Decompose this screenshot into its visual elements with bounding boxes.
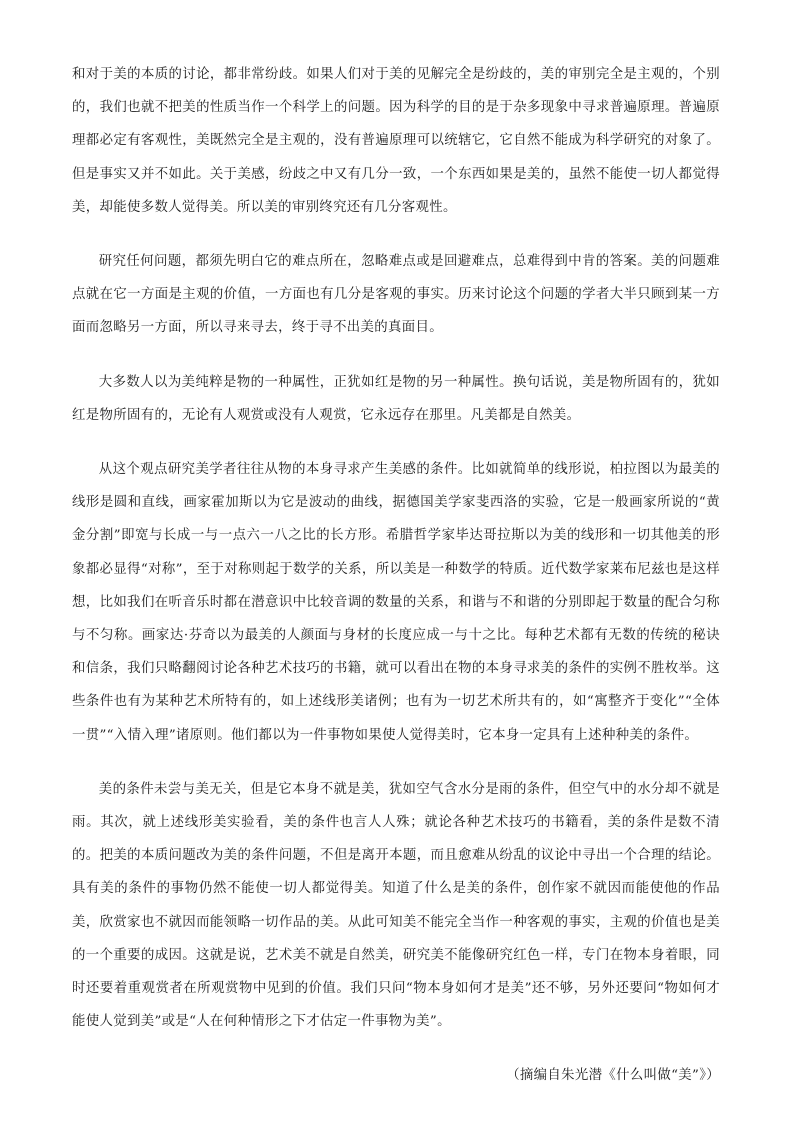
paragraph-1: 和对于美的本质的讨论，都非常纷歧。如果人们对于美的见解完全是纷歧的，美的审别完全是主观的，个别的，我们也就不把美的性质当作一个科学上的问题。因为科学的目的是于杂多现象中寻求普遍原理。普遍原理都必定有客观性，美既然完全是主观的，没有普遍原理可以统辖它，它自然不能成为科学研究的对象了。但是事实又并不如此。关于美感，纷歧之中又有几分一致，一个东西如果是美的，虽然不能使一切人都觉得美，却能使多数人觉得美。所以美的审别终究还有几分客观性。 <box>72 67 720 215</box>
source-citation: （摘编自朱光潜《什么叫做“美”》） <box>506 1068 720 1084</box>
paragraph-2: 研究任何问题，都须先明白它的难点所在，忽略难点或是回避难点，总难得到中肯的答案。美的问题难点就在它一方面是主观的价值，一方面也有几分是客观的事实。历来讨论这个问题的学者大半只顾到某一方面而忽略另一方面，所以寻来寻去，终于寻不出美的真面目。 <box>72 254 720 336</box>
paragraph-4: 从这个观点研究美学者往往从物的本身寻求产生美感的条件。比如就简单的线形说，柏拉图以为最美的线形是圆和直线，画家霍加斯以为它是波动的曲线，据德国美学家斐西洛的实验，它是一般画家所说的“黄金分割”即宽与长成一与一点六一八之比的长方形。希腊哲学家毕达哥拉斯以为美的线形和一切其他美的形象都必显得“对称”，至于对称则起于数学的关系，所以美是一种数学的特质。近代数学家莱布尼兹也是这样想，比如我们在听音乐时都在潜意识中比较音调的数量的关系，和谐与不和谐的分别即起于数量的配合匀称与不匀称。画家达·芬奇以为最美的人颜面与身材的长度应成一与十之比。每种艺术都有无数的传统的秘诀和信条，我们只略翻阅讨论各种艺术技巧的书籍，就可以看出在物的本身寻求美的条件的实例不胜枚举。这些条件也有为某种艺术所特有的，如上述线形美诸例；也有为一切艺术所共有的，如“寓整齐于变化”“全体一贯”“入情入理”诸原则。他们都以为一件事物如果使人觉得美时，它本身一定具有上述种种美的条件。 <box>72 462 720 743</box>
document-page <box>72 58 720 1092</box>
paragraph-3: 大多数人以为美纯粹是物的一种属性，正犹如红是物的另一种属性。换句话说，美是物所固有的，犹如红是物所固有的，无论有人观赏或没有人观赏，它永远存在那里。凡美都是自然美。 <box>72 374 720 423</box>
paragraph-5: 美的条件未尝与美无关，但是它本身不就是美，犹如空气含水分是雨的条件，但空气中的水分却不就是雨。其次，就上述线形美实验看，美的条件也言人人殊；就论各种艺术技巧的书籍看，美的条件是数不清的。把美的本质问题改为美的条件问题，不但是离开本题，而且愈难从纷乱的议论中寻出一个合理的结论。具有美的条件的事物仍然不能使一切人都觉得美。知道了什么是美的条件，创作家不就因而能使他的作品美，欣赏家也不就因而能领略一切作品的美。从此可知美不能完全当作一种客观的事实，主观的价值也是美的一个重要的成因。这就是说，艺术美不就是自然美，研究美不能像研究红色一样，专门在物本身着眼，同时还要着重观赏者在所观赏物中见到的价值。我们只问“物本身如何才是美”还不够，另外还要问“物如何才能使人觉到美”或是“人在何种情形之下才估定一件事物为美”。 <box>72 781 720 1030</box>
